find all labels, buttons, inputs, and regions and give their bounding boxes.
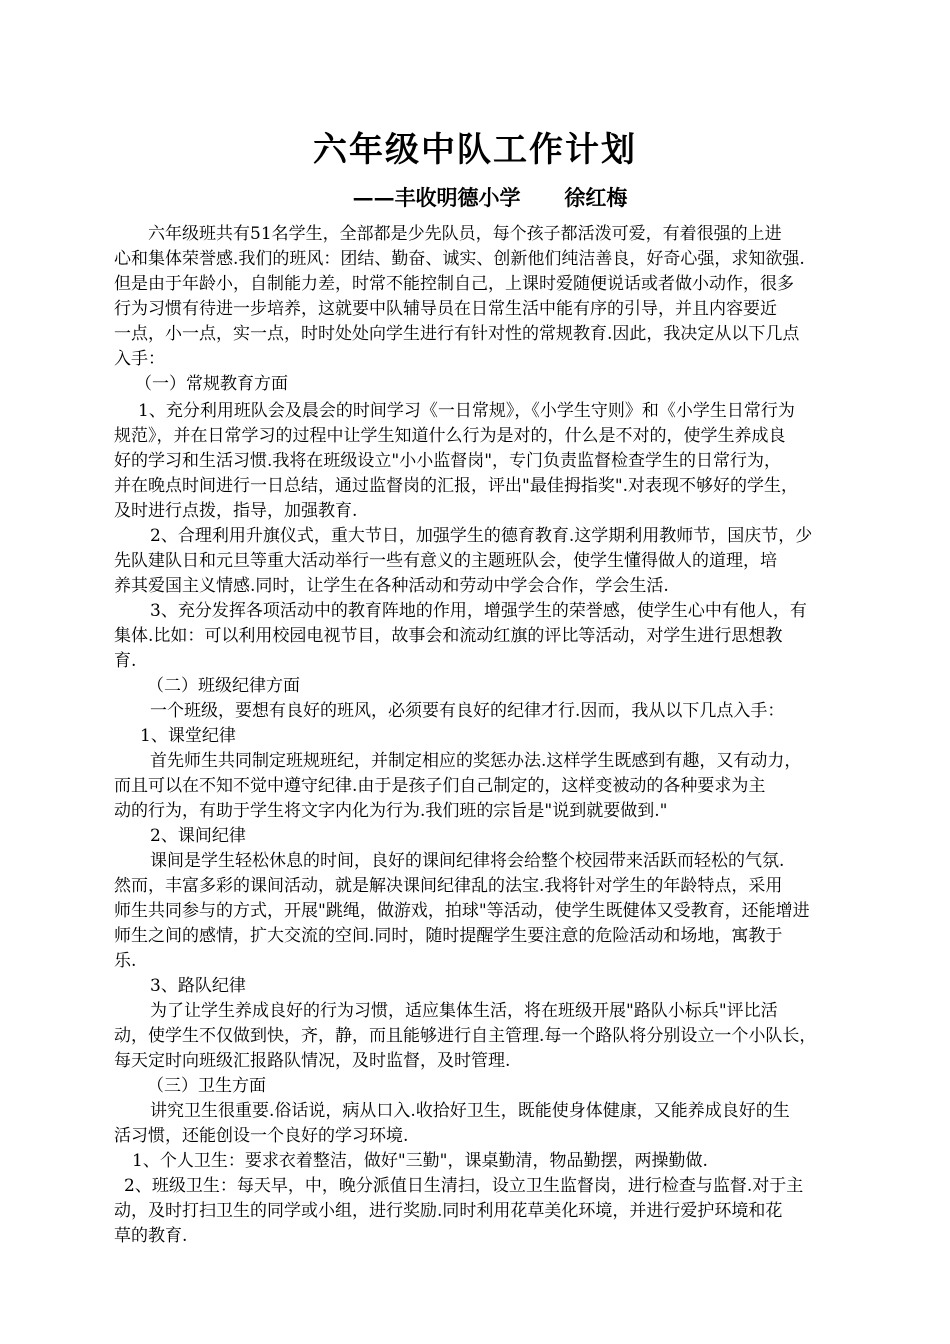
body-line: 为了让学生养成良好的行为习惯，适应集体生活，将在班级开展"路队小标兵"评比活 <box>150 1001 778 1021</box>
body-line: 2、班级卫生：每天早，中，晚分派值日生清扫，设立卫生监督岗，进行检查与监督.对于主 <box>124 1176 804 1196</box>
body-line: 首先师生共同制定班规班纪，并制定相应的奖惩办法.这样学生既感到有趣，又有动力， <box>150 751 802 771</box>
body-line: 及时进行点拨，指导，加强教育. <box>114 501 358 521</box>
body-line: 讲究卫生很重要.俗话说，病从口入.收拾好卫生，既能使身体健康，又能养成良好的生 <box>150 1101 790 1121</box>
body-line: 动，使学生不仅做到快，齐，静，而且能够进行自主管理.每一个路队将分别设立一个小队长， <box>114 1026 817 1046</box>
body-line: 课间是学生轻松休息的时间，良好的课间纪律将会给整个校园带来活跃而轻松的气氛. <box>150 851 785 871</box>
body-line: 然而，丰富多彩的课间活动，就是解决课间纪律乱的法宝.我将针对学生的年龄特点，采用 <box>114 876 783 896</box>
body-line: 入手： <box>114 349 165 369</box>
body-line: 动的行为，有助于学生将文字内化为行为.我们班的宗旨是"说到就要做到." <box>114 801 668 821</box>
body-line: 先队建队日和元旦等重大活动举行一些有意义的主题班队会，使学生懂得做人的道理，培 <box>114 551 777 571</box>
body-line: 六年级班共有51名学生，全部都是少先队员，每个孩子都活泼可爱，有着很强的上进 <box>148 224 782 244</box>
body-line: 心和集体荣誉感.我们的班风：团结、勤奋、诚实、创新他们纯洁善良，好奇心强，求知欲强. <box>114 249 805 269</box>
section-heading: （一）常规教育方面 <box>135 374 288 394</box>
body-line: 每天定时向班级汇报路队情况，及时监督，及时管理. <box>114 1051 511 1071</box>
body-line: 好的学习和生活习惯.我将在班级设立"小小监督岗"，专门负责监督检查学生的日常行为， <box>114 451 782 471</box>
body-line: 2、合理利用升旗仪式，重大节日，加强学生的德育教育.这学期利用教师节，国庆节，少 <box>150 526 813 546</box>
body-line: 而且可以在不知不觉中遵守纪律.由于是孩子们自己制定的，这样变被动的各种要求为主 <box>114 776 766 796</box>
body-line: 1、充分利用班队会及晨会的时间学习《一日常规》，《小学生守则》和《小学生日常行为 <box>138 401 795 421</box>
body-line: 3、充分发挥各项活动中的教育阵地的作用，增强学生的荣誉感，使学生心中有他人，有 <box>150 601 807 621</box>
document-subtitle: ——丰收明德小学 徐红梅 <box>352 185 628 210</box>
body-line: 1、个人卫生：要求衣着整洁，做好"三勤"，课桌勤清，物品勤摆，两操勤做. <box>132 1151 708 1171</box>
subsection-heading: 3、路队纪律 <box>150 976 246 996</box>
body-line: 动，及时打扫卫生的同学或小组，进行奖励.同时利用花草美化环境，并进行爱护环境和花 <box>114 1201 783 1221</box>
body-line: 集体.比如：可以利用校园电视节目，故事会和流动红旗的评比等活动，对学生进行思想教 <box>114 626 783 646</box>
subsection-heading: 1、课堂纪律 <box>140 726 236 746</box>
body-line: 活习惯，还能创设一个良好的学习环境. <box>114 1126 409 1146</box>
body-line: 育. <box>114 651 137 671</box>
document-title: 六年级中队工作计划 <box>313 130 637 170</box>
body-line: 养其爱国主义情感.同时，让学生在各种活动和劳动中学会合作，学会生活. <box>114 576 669 596</box>
section-heading: （三）卫生方面 <box>147 1076 266 1096</box>
section-heading: （二）班级纪律方面 <box>147 676 300 696</box>
body-line: 并在晚点时间进行一日总结，通过监督岗的汇报，评出"最佳拇指奖".对表现不够好的学生， <box>114 476 799 496</box>
subsection-heading: 2、课间纪律 <box>150 826 246 846</box>
body-line: 乐. <box>114 951 137 971</box>
body-line: 但是由于年龄小，自制能力差，时常不能控制自己，上课时爱随便说话或者做小动作，很多 <box>114 274 794 294</box>
body-line: 规范》，并在日常学习的过程中让学生知道什么行为是对的，什么是不对的，使学生养成良 <box>114 426 786 446</box>
body-line: 一点，小一点，实一点，时时处处向学生进行有针对性的常规教育.因此，我决定从以下几点 <box>114 324 800 344</box>
body-line: 一个班级，要想有良好的班风，必须要有良好的纪律才行.因而，我从以下几点入手： <box>150 701 785 721</box>
body-line: 行为习惯有待进一步培养，这就要中队辅导员在日常生活中能有序的引导，并且内容要近 <box>114 299 777 319</box>
body-line: 师生之间的感情，扩大交流的空间.同时，随时提醒学生要注意的危险活动和场地，寓教于 <box>114 926 783 946</box>
body-line: 师生共同参与的方式，开展"跳绳，做游戏，拍球"等活动，使学生既健体又受教育，还能增进 <box>114 901 810 921</box>
body-line: 草的教育. <box>114 1226 188 1246</box>
